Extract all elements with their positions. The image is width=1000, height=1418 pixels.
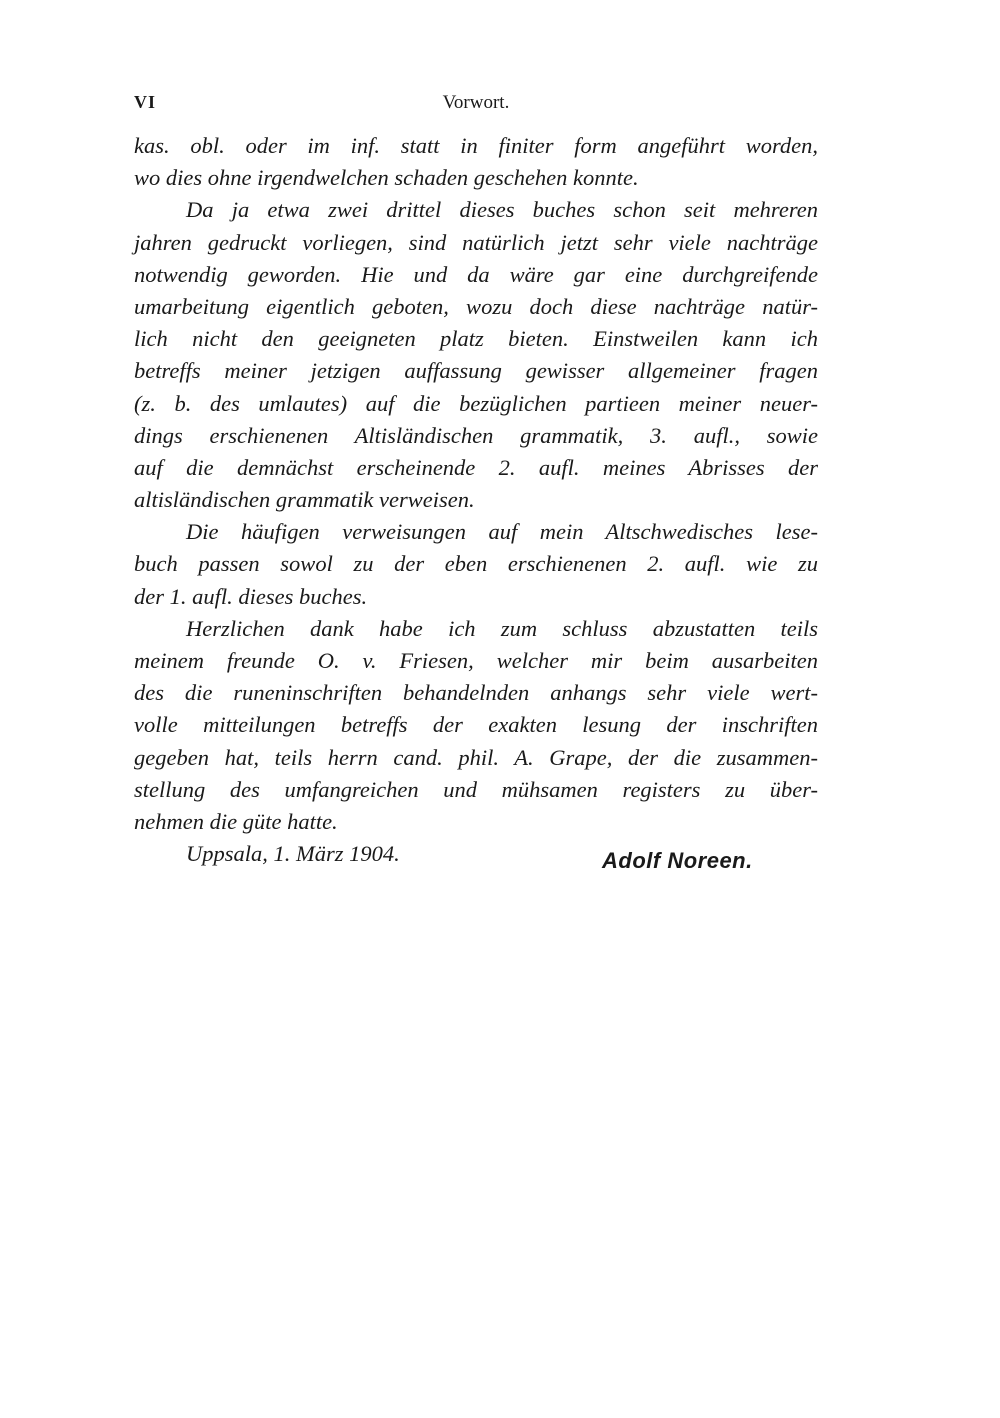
text-line: gegeben hat, teils herrn cand. phil. A. Grape, der die zusammen- xyxy=(134,744,818,770)
text-line: kas. obl. oder im inf. statt in finiter form angeführt worden, xyxy=(134,133,818,158)
page-header xyxy=(134,86,818,116)
text-line: Da ja etwa zwei drittel dieses buches schon seit mehreren xyxy=(186,197,818,223)
page-number: VI xyxy=(134,92,157,112)
running-title: Vorwort. xyxy=(442,92,510,113)
signature: Adolf Noreen. xyxy=(602,848,753,873)
text-line: buch passen sowol zu der eben erschienenen 2. aufl. wie zu xyxy=(134,551,818,577)
text-line: der 1. aufl. dieses buches. xyxy=(134,583,368,609)
text-line: lich nicht den geeigneten platz bieten. Einstweilen kann ich xyxy=(134,326,818,352)
body-text xyxy=(134,130,818,870)
text-line: betreffs meiner jetzigen auffassung gewisser allgemeiner fragen xyxy=(134,358,818,384)
text-line: notwendig geworden. Hie und da wäre gar eine durchgreifende xyxy=(134,261,818,287)
text-line: umarbeitung eigentlich geboten, wozu doch diese nachträge natür- xyxy=(134,293,818,319)
text-line: nehmen die güte hatte. xyxy=(134,808,338,834)
text-line: volle mitteilungen betreffs der exakten lesung der inschriften xyxy=(134,712,818,738)
paragraph xyxy=(134,194,818,516)
text-line: meinem freunde O. v. Friesen, welcher mir beim ausarbeiten xyxy=(134,648,818,673)
paragraph xyxy=(134,613,818,838)
text-line: wo dies ohne irgendwelchen schaden geschehen konnte. xyxy=(134,165,639,191)
text-line: altisländischen grammatik verweisen. xyxy=(134,487,475,513)
text-line: stellung des umfangreichen und mühsamen registers zu über- xyxy=(134,776,818,802)
text-line: dings erschienenen Altisländischen grammatik, 3. aufl., sowie xyxy=(134,422,818,448)
paragraph xyxy=(134,130,818,194)
text-line: Uppsala, 1. März 1904. xyxy=(186,841,400,867)
text-line: Die häufigen verweisungen auf mein Altschwedisches lese- xyxy=(186,519,818,545)
text-line: auf die demnächst erscheinende 2. aufl. meines Abrisses der xyxy=(134,454,818,480)
paragraph xyxy=(134,516,818,613)
text-line: des die runeninschriften behandelnden anhangs sehr viele wert- xyxy=(134,680,818,706)
text-line: jahren gedruckt vorliegen, sind natürlich jetzt sehr viele nachträge xyxy=(134,229,818,255)
text-line: Herzlichen dank habe ich zum schluss abzustatten teils xyxy=(186,615,818,641)
text-line: (z. b. des umlautes) auf die bezüglichen partieen meiner neuer- xyxy=(134,390,818,416)
